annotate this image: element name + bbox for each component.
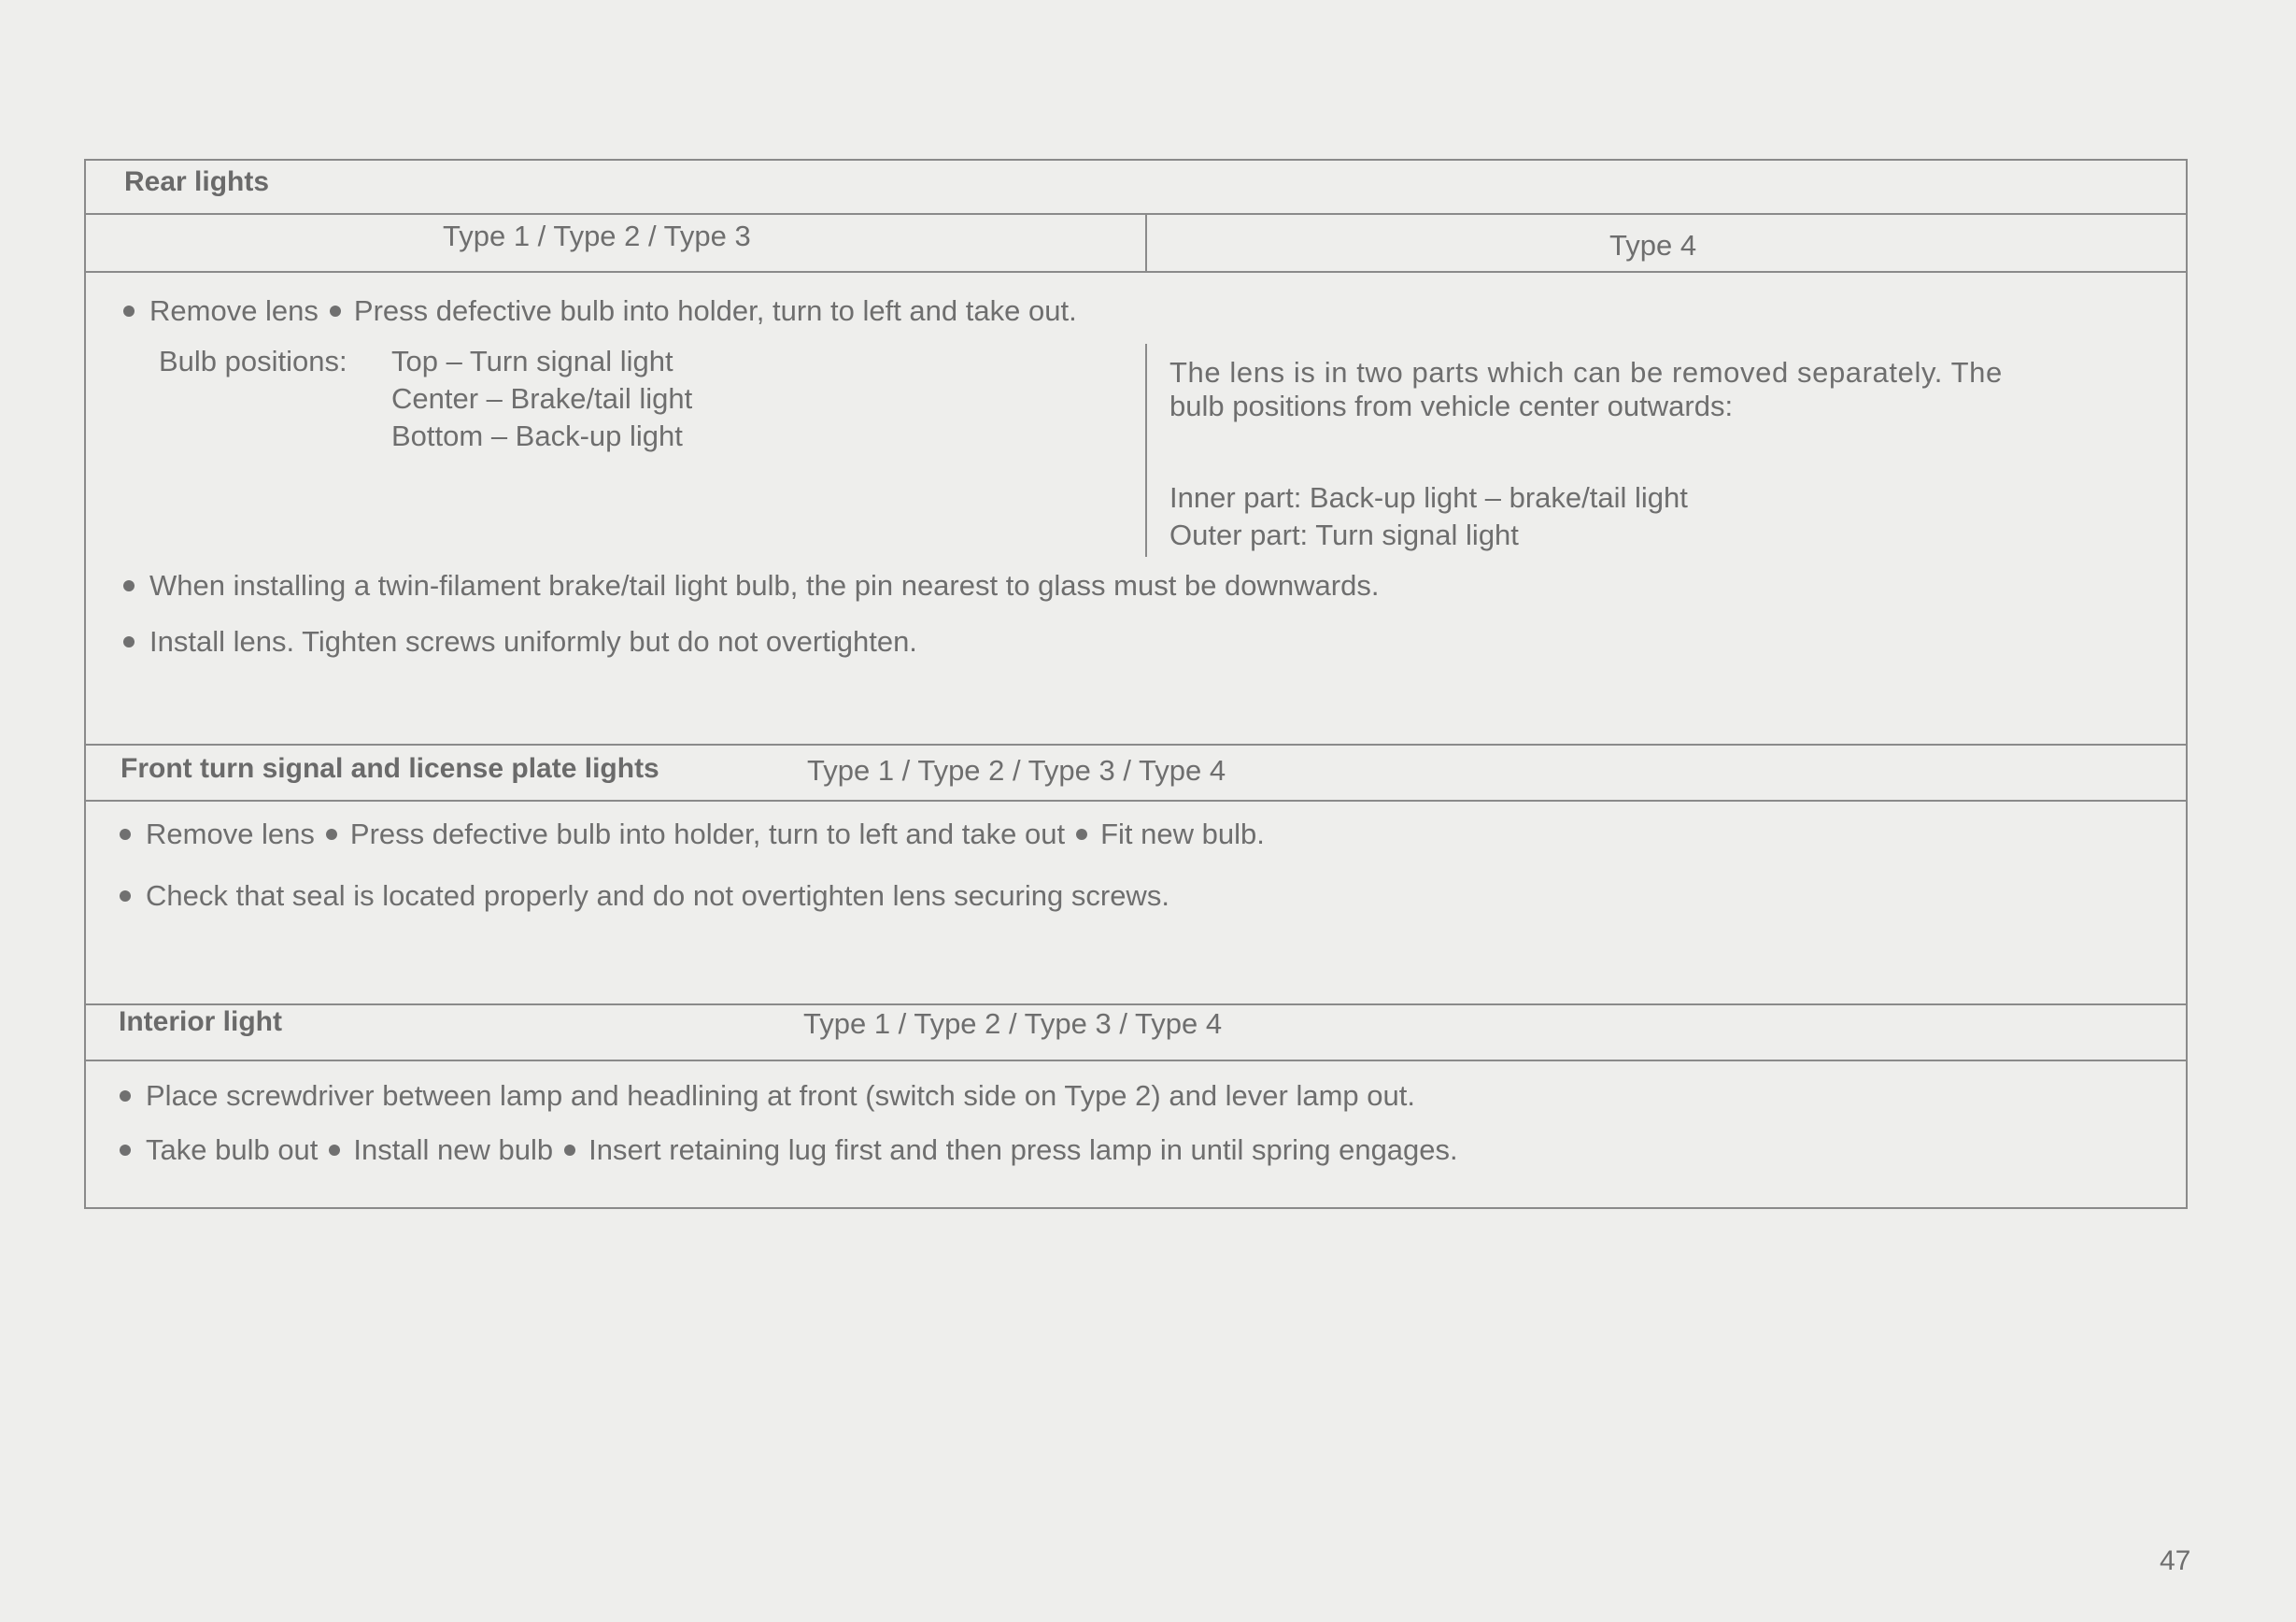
type4-inner-part: Inner part: Back-up light – brake/tail light (1169, 481, 1688, 514)
front-step-1: Remove lens Press defective bulb into holder, turn to left and take out Fit new bulb. (116, 817, 1265, 852)
bullet-icon (326, 829, 337, 840)
divider-interior-heading (84, 1060, 2188, 1061)
divider-rear-columns (84, 271, 2188, 273)
bullet-icon (330, 306, 341, 317)
bullet-icon (1076, 829, 1087, 840)
bullet-icon (123, 306, 135, 317)
divider-front-section (84, 744, 2188, 746)
type4-description-line1: The lens is in two parts which can be removed separately. The (1169, 356, 2003, 389)
divider-front-heading (84, 800, 2188, 802)
type4-outer-part: Outer part: Turn signal light (1169, 519, 1519, 551)
bullet-icon (120, 890, 131, 902)
bulb-position-center: Center – Brake/tail light (391, 382, 693, 415)
rear-types-1-3: Type 1 / Type 2 / Type 3 (443, 220, 751, 252)
front-types: Type 1 / Type 2 / Type 3 / Type 4 (807, 754, 1226, 787)
bulb-position-top: Top – Turn signal light (391, 345, 673, 377)
bullet-icon (564, 1145, 575, 1156)
bullet-icon (120, 829, 131, 840)
bullet-icon (120, 1145, 131, 1156)
interior-types: Type 1 / Type 2 / Type 3 / Type 4 (803, 1007, 1223, 1040)
divider-column-header (1145, 215, 1147, 271)
rear-step-3: Install lens. Tighten screws uniformly but do not overtighten. (120, 624, 917, 660)
bullet-icon (123, 636, 135, 647)
type4-description-line2: bulb positions from vehicle center outwards: (1169, 390, 1734, 422)
bullet-icon (123, 580, 135, 591)
bulb-positions-label: Bulb positions: (159, 345, 347, 377)
rear-type-4: Type 4 (1609, 229, 1697, 262)
bullet-icon (120, 1090, 131, 1102)
interior-step-1: Place screwdriver between lamp and headlining at front (switch side on Type 2) and lever lamp out. (116, 1078, 1415, 1114)
divider-rear-heading (84, 213, 2188, 215)
divider-interior-section (84, 1003, 2188, 1005)
rear-step-1: Remove lens Press defective bulb into holder, turn to left and take out. (120, 293, 1077, 329)
bullet-icon (329, 1145, 340, 1156)
interior-light-heading: Interior light (119, 1006, 282, 1037)
front-lights-heading: Front turn signal and license plate lights (120, 753, 659, 784)
rear-step-2: When installing a twin-filament brake/tail light bulb, the pin nearest to glass must be downwards. (120, 568, 1379, 604)
interior-step-2: Take bulb out Install new bulb Insert retaining lug first and then press lamp in until spring engages. (116, 1132, 1458, 1168)
front-step-2: Check that seal is located properly and do not overtighten lens securing screws. (116, 878, 1169, 914)
divider-column-body (1145, 344, 1147, 557)
rear-lights-heading: Rear lights (124, 166, 270, 197)
page-number: 47 (2160, 1545, 2191, 1576)
bulb-position-bottom: Bottom – Back-up light (391, 420, 683, 452)
